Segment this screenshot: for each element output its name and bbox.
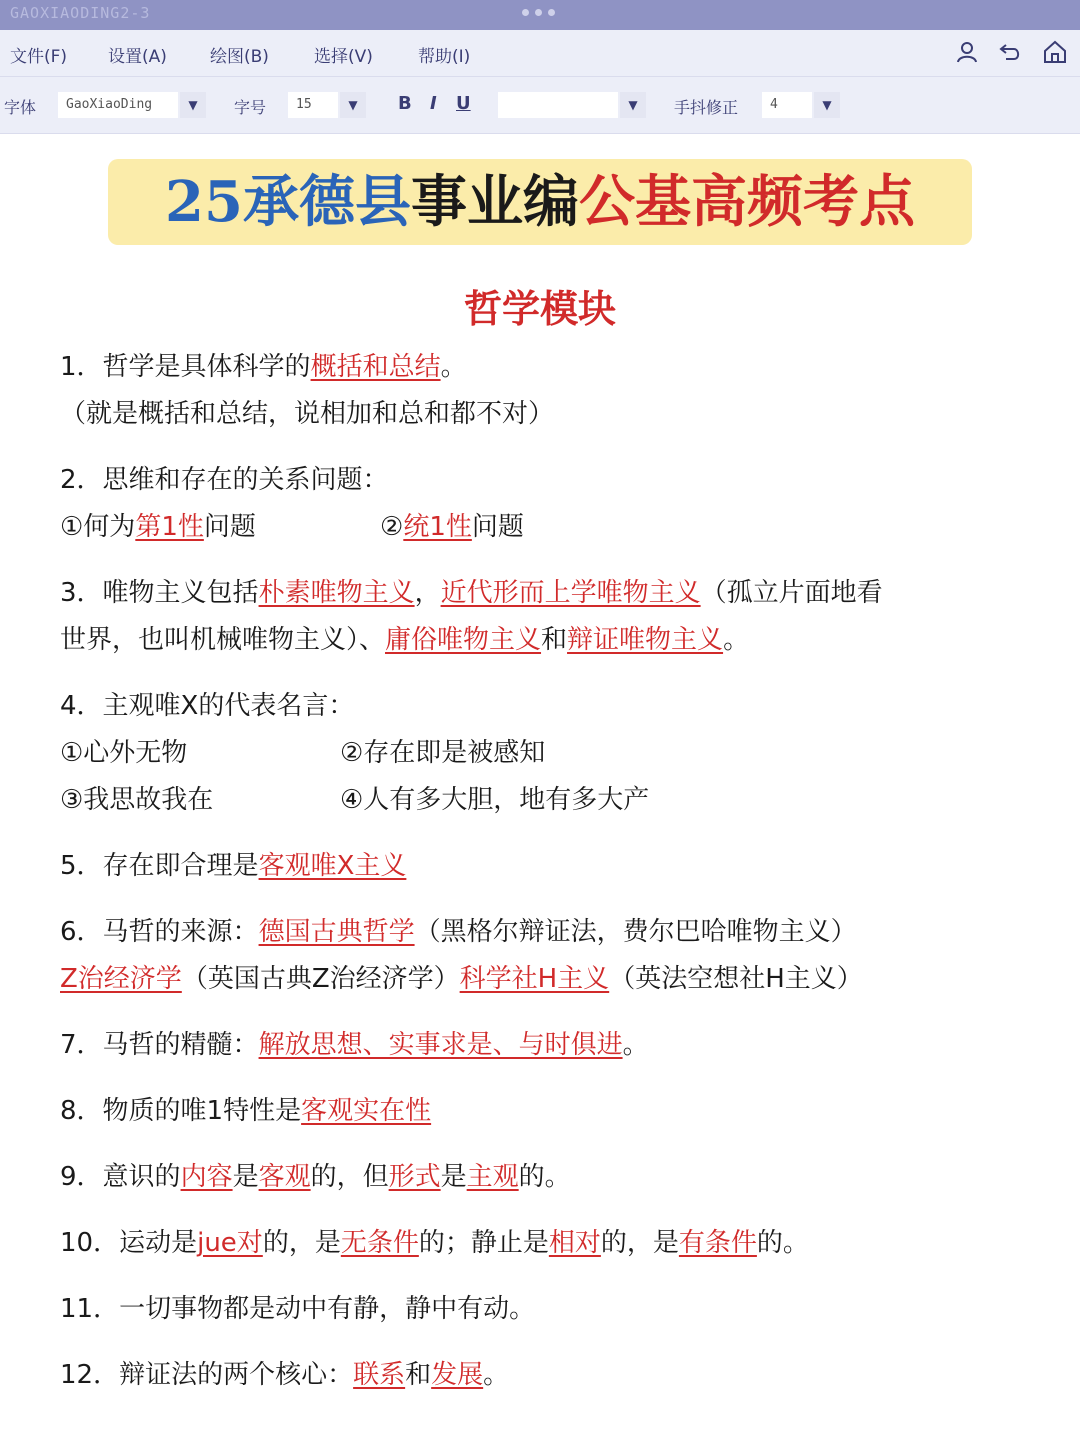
highlight-text: 庸俗唯物主义	[385, 625, 542, 655]
item-text: ④人有多大胆，地有多大产	[340, 785, 650, 815]
window-title: GAOXIAODING2-3	[10, 4, 151, 22]
correction-select[interactable]: 4	[762, 92, 812, 118]
list-item	[60, 1222, 809, 1259]
highlight-text: jue对	[197, 1228, 263, 1258]
item-text: （就是概括和总结，说相加和总和都不对）	[60, 399, 555, 429]
item-text: ，	[414, 578, 441, 608]
item-number: 12．	[60, 1360, 120, 1390]
item-text: 。	[483, 1360, 510, 1390]
item-text: 主观唯X的代表名言：	[102, 691, 355, 721]
item-text: 是	[232, 1162, 259, 1192]
user-icon[interactable]	[954, 39, 980, 65]
menu-settings[interactable]: 设置(A)	[108, 47, 167, 67]
item-text: 问题	[203, 512, 256, 542]
banner-part-blue: 25承德县	[165, 169, 411, 235]
font-dropdown-icon[interactable]: ▼	[180, 92, 206, 118]
highlight-text: 德国古典哲学	[258, 917, 415, 947]
list-item	[60, 506, 1020, 543]
list-item	[60, 732, 960, 769]
item-text: 和	[405, 1360, 432, 1390]
list-item	[60, 619, 749, 656]
item-text: （孤立片面地看	[700, 578, 883, 608]
highlight-text: 统1性	[403, 512, 472, 542]
format-toolbar	[0, 77, 1080, 134]
list-item	[60, 779, 960, 816]
item-number: 4．	[60, 691, 103, 721]
item-text: ②存在即是被感知	[340, 738, 546, 768]
highlight-text: 解放思想、实事求是、与时俱进	[258, 1030, 623, 1060]
font-label: 字体	[4, 98, 37, 117]
item-text: ②	[380, 512, 404, 542]
item-text: （英法空想社H主义）	[609, 964, 863, 994]
underline-button[interactable]: U	[456, 93, 471, 114]
item-text: 马哲的精髓：	[102, 1030, 259, 1060]
list-item	[60, 911, 857, 948]
item-text: 辩证法的两个核心：	[119, 1360, 354, 1390]
highlight-text: 辩证唯物主义	[567, 625, 724, 655]
item-text: 是	[440, 1162, 467, 1192]
page-banner	[108, 159, 972, 245]
item-text: 的，是	[600, 1228, 679, 1258]
italic-button[interactable]: I	[430, 93, 437, 114]
list-item	[60, 845, 406, 882]
item-number: 1．	[60, 352, 103, 382]
item-number: 11．	[60, 1294, 120, 1324]
home-icon[interactable]	[1042, 39, 1068, 65]
highlight-text: 发展	[431, 1360, 484, 1390]
item-text: 的。	[518, 1162, 571, 1192]
item-number: 6．	[60, 917, 103, 947]
list-item	[60, 1288, 535, 1325]
size-label: 字号	[234, 98, 267, 117]
highlight-text: 客观实在性	[301, 1096, 432, 1126]
section-title: 哲学模块	[463, 287, 616, 331]
item-text: 问题	[471, 512, 524, 542]
item-text: 的，是	[262, 1228, 341, 1258]
banner-part-red: 公基高频考点	[578, 169, 915, 235]
undo-icon[interactable]	[998, 39, 1024, 65]
item-text: 运动是	[119, 1228, 198, 1258]
item-text: 物质的唯1特性是	[102, 1096, 302, 1126]
highlight-text: 科学社H主义	[459, 964, 610, 994]
item-number: 9．	[60, 1162, 103, 1192]
highlight-text: 形式	[388, 1162, 441, 1192]
item-number: 5．	[60, 851, 103, 881]
highlight-text: 客观	[258, 1162, 311, 1192]
list-item	[60, 459, 389, 496]
item-text: 唯物主义包括	[102, 578, 259, 608]
highlight-text: 客观唯X主义	[258, 851, 407, 881]
window-more-icon[interactable]	[522, 9, 555, 16]
item-text: 思维和存在的关系问题：	[102, 465, 389, 495]
list-item	[60, 1156, 571, 1193]
item-number: 2．	[60, 465, 103, 495]
list-item	[60, 685, 354, 722]
item-text: 。	[622, 1030, 649, 1060]
item-text: 存在即合理是	[102, 851, 259, 881]
size-dropdown-icon[interactable]: ▼	[340, 92, 366, 118]
menu-select[interactable]: 选择(V)	[314, 47, 373, 67]
highlight-text: Z治经济学	[60, 964, 182, 994]
color-select[interactable]	[498, 92, 618, 118]
item-text: ①何为	[60, 512, 136, 542]
highlight-text: 内容	[180, 1162, 233, 1192]
highlight-text: 概括和总结	[310, 352, 441, 382]
item-text: 。	[723, 625, 750, 655]
highlight-text: 无条件	[340, 1228, 419, 1258]
title-bar	[0, 0, 1080, 30]
highlight-text: 相对	[548, 1228, 601, 1258]
item-text: ①心外无物	[60, 738, 188, 768]
list-item	[60, 958, 863, 995]
highlight-text: 近代形而上学唯物主义	[440, 578, 701, 608]
highlight-text: 联系	[353, 1360, 406, 1390]
item-text: 哲学是具体科学的	[102, 352, 311, 382]
item-text: 意识的	[102, 1162, 181, 1192]
highlight-text: 朴素唯物主义	[258, 578, 415, 608]
item-number: 3．	[60, 578, 103, 608]
font-select[interactable]: GaoXiaoDing	[58, 92, 178, 118]
item-text: 的，但	[310, 1162, 389, 1192]
correction-dropdown-icon[interactable]: ▼	[814, 92, 840, 118]
highlight-text: 第1性	[135, 512, 204, 542]
highlight-text: 有条件	[678, 1228, 757, 1258]
banner-part-black: 事业编	[410, 169, 579, 235]
list-item	[60, 346, 467, 383]
color-dropdown-icon[interactable]: ▼	[620, 92, 646, 118]
size-select[interactable]: 15	[288, 92, 338, 118]
list-item	[60, 1354, 509, 1391]
item-text: 世界，也叫机械唯物主义）、	[60, 625, 386, 655]
list-item	[60, 572, 883, 609]
list-item	[60, 393, 554, 430]
highlight-text: 主观	[466, 1162, 519, 1192]
item-number: 8．	[60, 1096, 103, 1126]
item-number: 10．	[60, 1228, 120, 1258]
item-text: ③我思故我在	[60, 785, 214, 815]
item-text: 的；静止是	[418, 1228, 549, 1258]
item-text: （黑格尔辩证法，费尔巴哈唯物主义）	[414, 917, 857, 947]
item-text: 。	[440, 352, 467, 382]
bold-button[interactable]: B	[398, 93, 412, 114]
menu-help[interactable]: 帮助(I)	[418, 47, 471, 67]
item-text: （英国古典Z治经济学）	[181, 964, 460, 994]
menu-bar	[0, 30, 1080, 77]
list-item	[60, 1090, 431, 1127]
menu-draw[interactable]: 绘图(B)	[210, 47, 269, 67]
item-text: 马哲的来源：	[102, 917, 259, 947]
menu-file[interactable]: 文件(F)	[10, 47, 68, 67]
correction-label: 手抖修正	[674, 98, 739, 117]
item-text: 和	[541, 625, 568, 655]
list-item	[60, 1024, 649, 1061]
item-text: 的。	[756, 1228, 809, 1258]
item-number: 7．	[60, 1030, 103, 1060]
item-text: 一切事物都是动中有静，静中有动。	[119, 1294, 536, 1324]
